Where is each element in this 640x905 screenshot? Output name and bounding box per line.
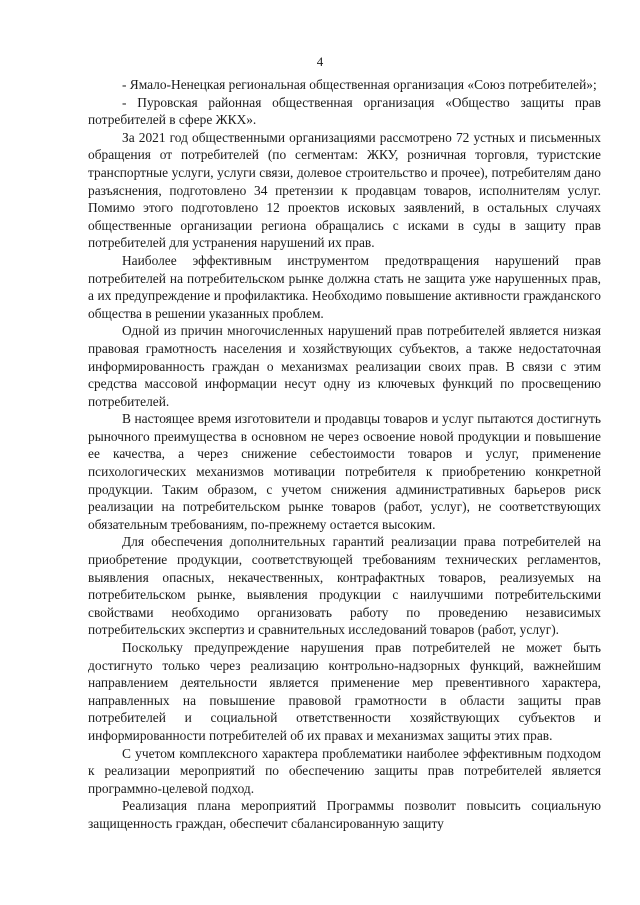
paragraph-market-advantage: В настоящее время изготовители и продавцы товаров и услуг пытаются достигнуть рыночного преимущества в основном не через освоение новой продукции и повышение ее качества, а через снижение себестоимости товаров и услуг, применение психологических механизмов мотивации потребителя к приобретению конкретной продукции. Таким образом, с учетом снижения административных барьеров риск реализации на потребительском рынке товаров (работ, услуг), не соответствующих обязательным требованиям, по-прежнему остается высоким. <box>88 411 601 532</box>
paragraph-guarantees: Для обеспечения дополнительных гарантий реализации права потребителей на приобретение продукции, соответствующей требованиям технических регламентов, выявления опасных, некачественных, контрафактных товаров, реализуемых на потребительском рынке, выявления продукции с наилучшими потребительскими свойствами необходимо организовать работу по проведению независимых потребительских экспертиз и сравнительных исследований товаров (работ, услуг). <box>88 534 601 638</box>
paragraph-program-implementation: Реализация плана мероприятий Программы позволит повысить социальную защищенность граждан, обеспечит сбалансированную защиту <box>88 798 601 831</box>
paragraph-2021-statistics: За 2021 год общественными организациями рассмотрено 72 устных и письменных обращения от потребителей (по сегментам: ЖКУ, розничная торговля, туристские транспортные услуги, услуги связи, долевое строительство и прочее), потребителям дано разъяснения, подготовлено 34 претензии к продавцам товаров, исполнителям услуг. Помимо этого подготовлено 12 проектов исковых заявлений, в остальных случаях общественные организации региона обращались с исками в суды в защиту прав потребителей для устранения нарушений их прав. <box>88 129 601 251</box>
paragraph-prevention: Наиболее эффективным инструментом предотвращения нарушений прав потребителей на потребительском рынке должна стать не защита уже нарушенных прав, а их предупреждение и профилактика. Необходимо повышение активности гражданского общества в решении указанных проблем. <box>88 252 601 321</box>
paragraph-preventive-measures: Поскольку предупреждение нарушения прав потребителей не может быть достигнуто только через реализацию контрольно-надзорных функций, важнейшим направлением деятельности является применение мер превентивного характера, направленных на повышение правовой грамотности в области защиты прав потребителей и социальной ответственности хозяйствующих субъектов и информированности потребителей об их правах и механизмах защиты этих прав. <box>88 640 601 743</box>
paragraph-program-approach: С учетом комплексного характера проблематики наиболее эффективным подходом к реализации мероприятий по обеспечению защиты прав потребителей является программно-целевой подход. <box>88 745 601 796</box>
list-item-purov-org: - Пуровская районная общественная организация «Общество защиты прав потребителей в сфере ЖКХ». <box>88 94 601 128</box>
list-item-yamal-org: - Ямало-Ненецкая региональная общественная организация «Союз потребителей»; <box>122 77 597 92</box>
document-body <box>88 76 601 833</box>
page-number: 4 <box>316 54 324 69</box>
paragraph-legal-literacy: Одной из причин многочисленных нарушений прав потребителей является низкая правовая грамотность населения и хозяйствующих субъектов, а также недостаточная информированность граждан о механизмах реализации своих прав. В связи с этим средства массовой информации несут одну из ключевых функций по просвещению потребителей. <box>88 323 601 409</box>
